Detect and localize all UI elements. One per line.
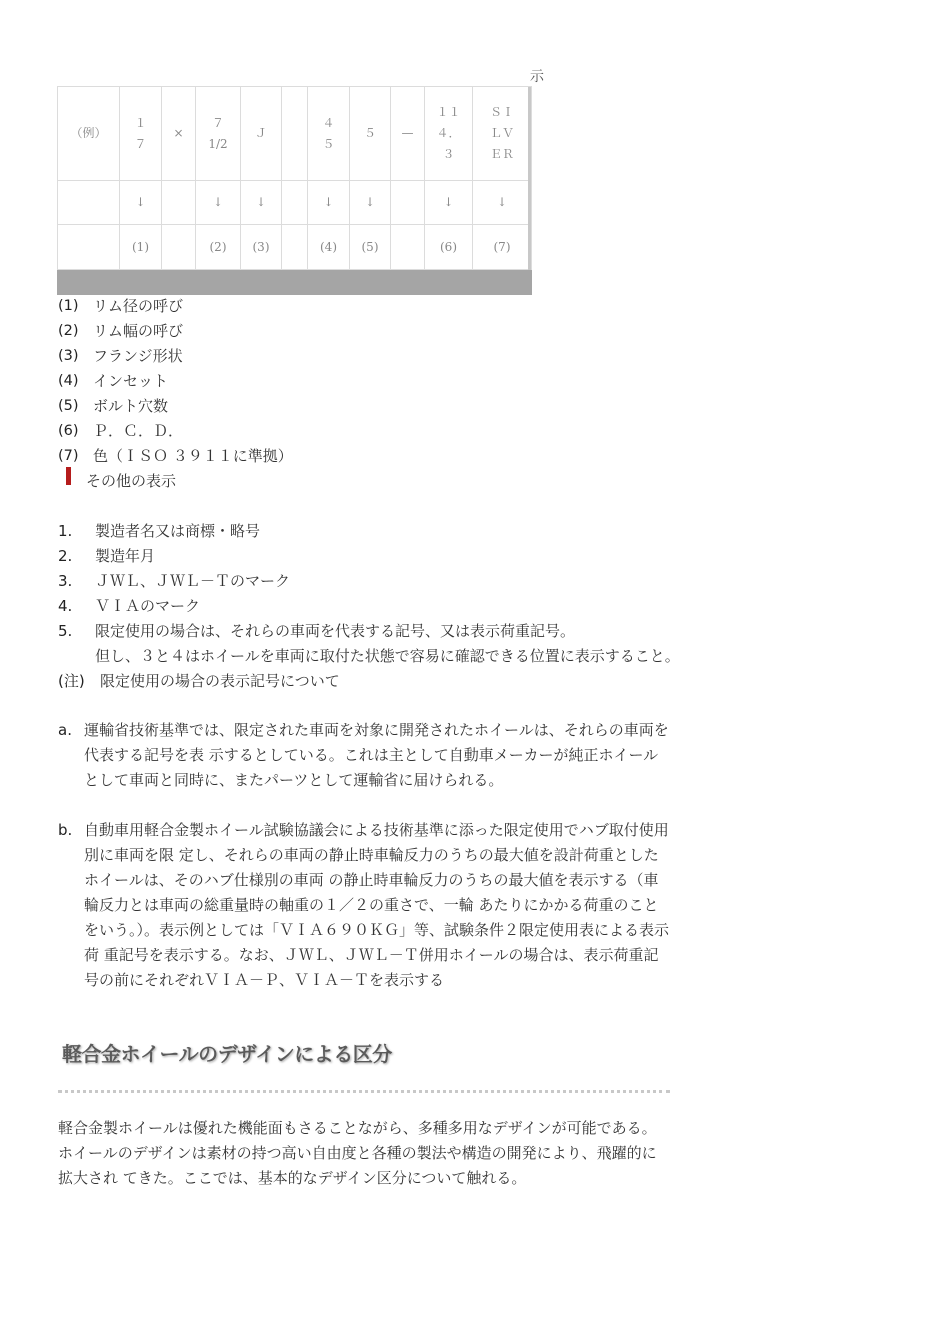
table-cell: ↓	[120, 181, 162, 225]
table-cell: ＳＩ ＬＶ ＥＲ	[473, 87, 532, 181]
note-text: 限定使用の場合の表示記号について	[100, 672, 340, 690]
table-cell: （例）	[58, 87, 120, 181]
wheel-marking-example-table	[57, 86, 532, 295]
table-footer-bar	[58, 270, 532, 295]
legend-text: インセット	[93, 372, 169, 390]
table-row	[58, 87, 532, 181]
note-item-text: 自動車用軽合金製ホイール試験協議会による技術基準に添った限定使用でハブ取付使用別に車両を限 定し、それらの車両の静止時車輪反力のうちの最大値を設計荷重としたホイールは、そのハブ仕様別の車両 の静止時車輪反力のうちの最大値を表示する（車輪反力とは車両の総重量時の軸重の１／２の重さで、一輪 あたりにかかる荷重のことをいう。）。表示例としては「ＶＩＡ６９０ＫＧ」等、試験条件２限定使用表による表示荷 重記号を表示する。なお、ＪＷＬ、ＪＷＬ－Ｔ併用ホイールの場合は、表示荷重記号の前にそれぞれＶＩＡ－Ｐ、ＶＩＡ－Ｔを表示する	[84, 821, 670, 989]
table-cell	[162, 225, 196, 270]
table-cell: (4)	[308, 225, 350, 270]
note-mark: (注)	[58, 672, 85, 690]
list-text: ＪＷＬ、ＪＷＬ－Ｔのマーク	[95, 572, 291, 590]
table-cell	[282, 225, 308, 270]
list-text: ＶＩＡのマーク	[95, 597, 201, 615]
note-item-mark: a.	[58, 721, 72, 739]
list-number: 1.	[58, 522, 73, 540]
list-number: 2.	[58, 547, 73, 565]
table-cell: (1)	[120, 225, 162, 270]
legend-number: (6)	[58, 423, 79, 439]
table-row	[58, 225, 532, 270]
table-cell: ↓	[350, 181, 391, 225]
note-item-a	[58, 718, 673, 793]
table-cell: １ ７	[120, 87, 162, 181]
table-footer-cell	[58, 270, 532, 295]
table-cell: (5)	[350, 225, 391, 270]
legend-text: リム径の呼び	[93, 297, 184, 315]
table-cell: ×	[162, 87, 196, 181]
table-cell	[391, 181, 425, 225]
table-cell: (3)	[241, 225, 282, 270]
table-cell: ５	[350, 87, 391, 181]
legend-number: (1)	[58, 298, 79, 314]
table-cell: Ｊ	[241, 87, 282, 181]
top-fragment-char: 示	[530, 69, 544, 85]
legend-number: (3)	[58, 348, 79, 364]
table-cell: (2)	[196, 225, 241, 270]
table-shadow	[528, 87, 531, 270]
table-cell: ↓	[196, 181, 241, 225]
list-text: 製造年月	[95, 547, 156, 565]
other-markings-heading: その他の表示	[86, 472, 177, 490]
note-item-mark: b.	[58, 821, 73, 839]
table-cell: (7)	[473, 225, 532, 270]
note-item-text: 運輸省技術基準では、限定された車両を対象に開発されたホイールは、それらの車両を代表する記号を表 示するとしている。これは主として自動車メーカーが純正ホイールとして車両と同時に、またパーツとして運輸省に届けられる。	[84, 721, 669, 789]
table-cell: ↓	[473, 181, 532, 225]
table-cell: ７ 1/2	[196, 87, 241, 181]
table-cell	[282, 181, 308, 225]
section-title: 軽合金ホイールのデザインによる区分	[62, 1042, 392, 1066]
list-continuation-text: 但し、３と４はホイールを車両に取付た状態で容易に確認できる位置に表示すること。	[95, 647, 680, 665]
table-cell: ↓	[425, 181, 473, 225]
table-cell: ↓	[241, 181, 282, 225]
body-paragraph: 軽合金製ホイールは優れた機能面もさることながら、多種多用なデザインが可能である。ホイールのデザインは素材の持つ高い自由度と各種の製法や構造の開発により、飛躍的に拡大され てきた。ここでは、基本的なデザイン区分について触れる。	[58, 1119, 657, 1187]
legend-text: ボルト穴数	[93, 397, 169, 415]
section-divider	[58, 1090, 670, 1093]
heading-accent-bar	[66, 467, 71, 485]
table-cell	[58, 181, 120, 225]
table-cell: ４ ５	[308, 87, 350, 181]
legend-number: (5)	[58, 398, 79, 414]
table-cell	[58, 225, 120, 270]
list-number: 4.	[58, 597, 73, 615]
list-text: 製造者名又は商標・略号	[95, 522, 261, 540]
list-number: 3.	[58, 572, 73, 590]
legend-number: (4)	[58, 373, 79, 389]
table-row	[58, 181, 532, 225]
legend-text: フランジ形状	[93, 347, 183, 365]
legend-text: リム幅の呼び	[93, 322, 184, 340]
table-cell: １１ ４． ３	[425, 87, 473, 181]
legend-text: Ｐ．Ｃ．Ｄ．	[93, 422, 184, 440]
legend-text: 色（ＩＳＯ ３９１１に準拠）	[93, 447, 293, 465]
legend-number: (7)	[58, 448, 79, 464]
table-cell	[282, 87, 308, 181]
note-item-b	[58, 818, 673, 993]
list-text: 限定使用の場合は、それらの車両を代表する記号、又は表示荷重記号。	[95, 622, 576, 640]
table-cell	[162, 181, 196, 225]
table-cell: ↓	[308, 181, 350, 225]
legend-number: (2)	[58, 323, 79, 339]
table-cell: —	[391, 87, 425, 181]
list-number: 5.	[58, 622, 73, 640]
table-cell	[391, 225, 425, 270]
table-cell: (6)	[425, 225, 473, 270]
